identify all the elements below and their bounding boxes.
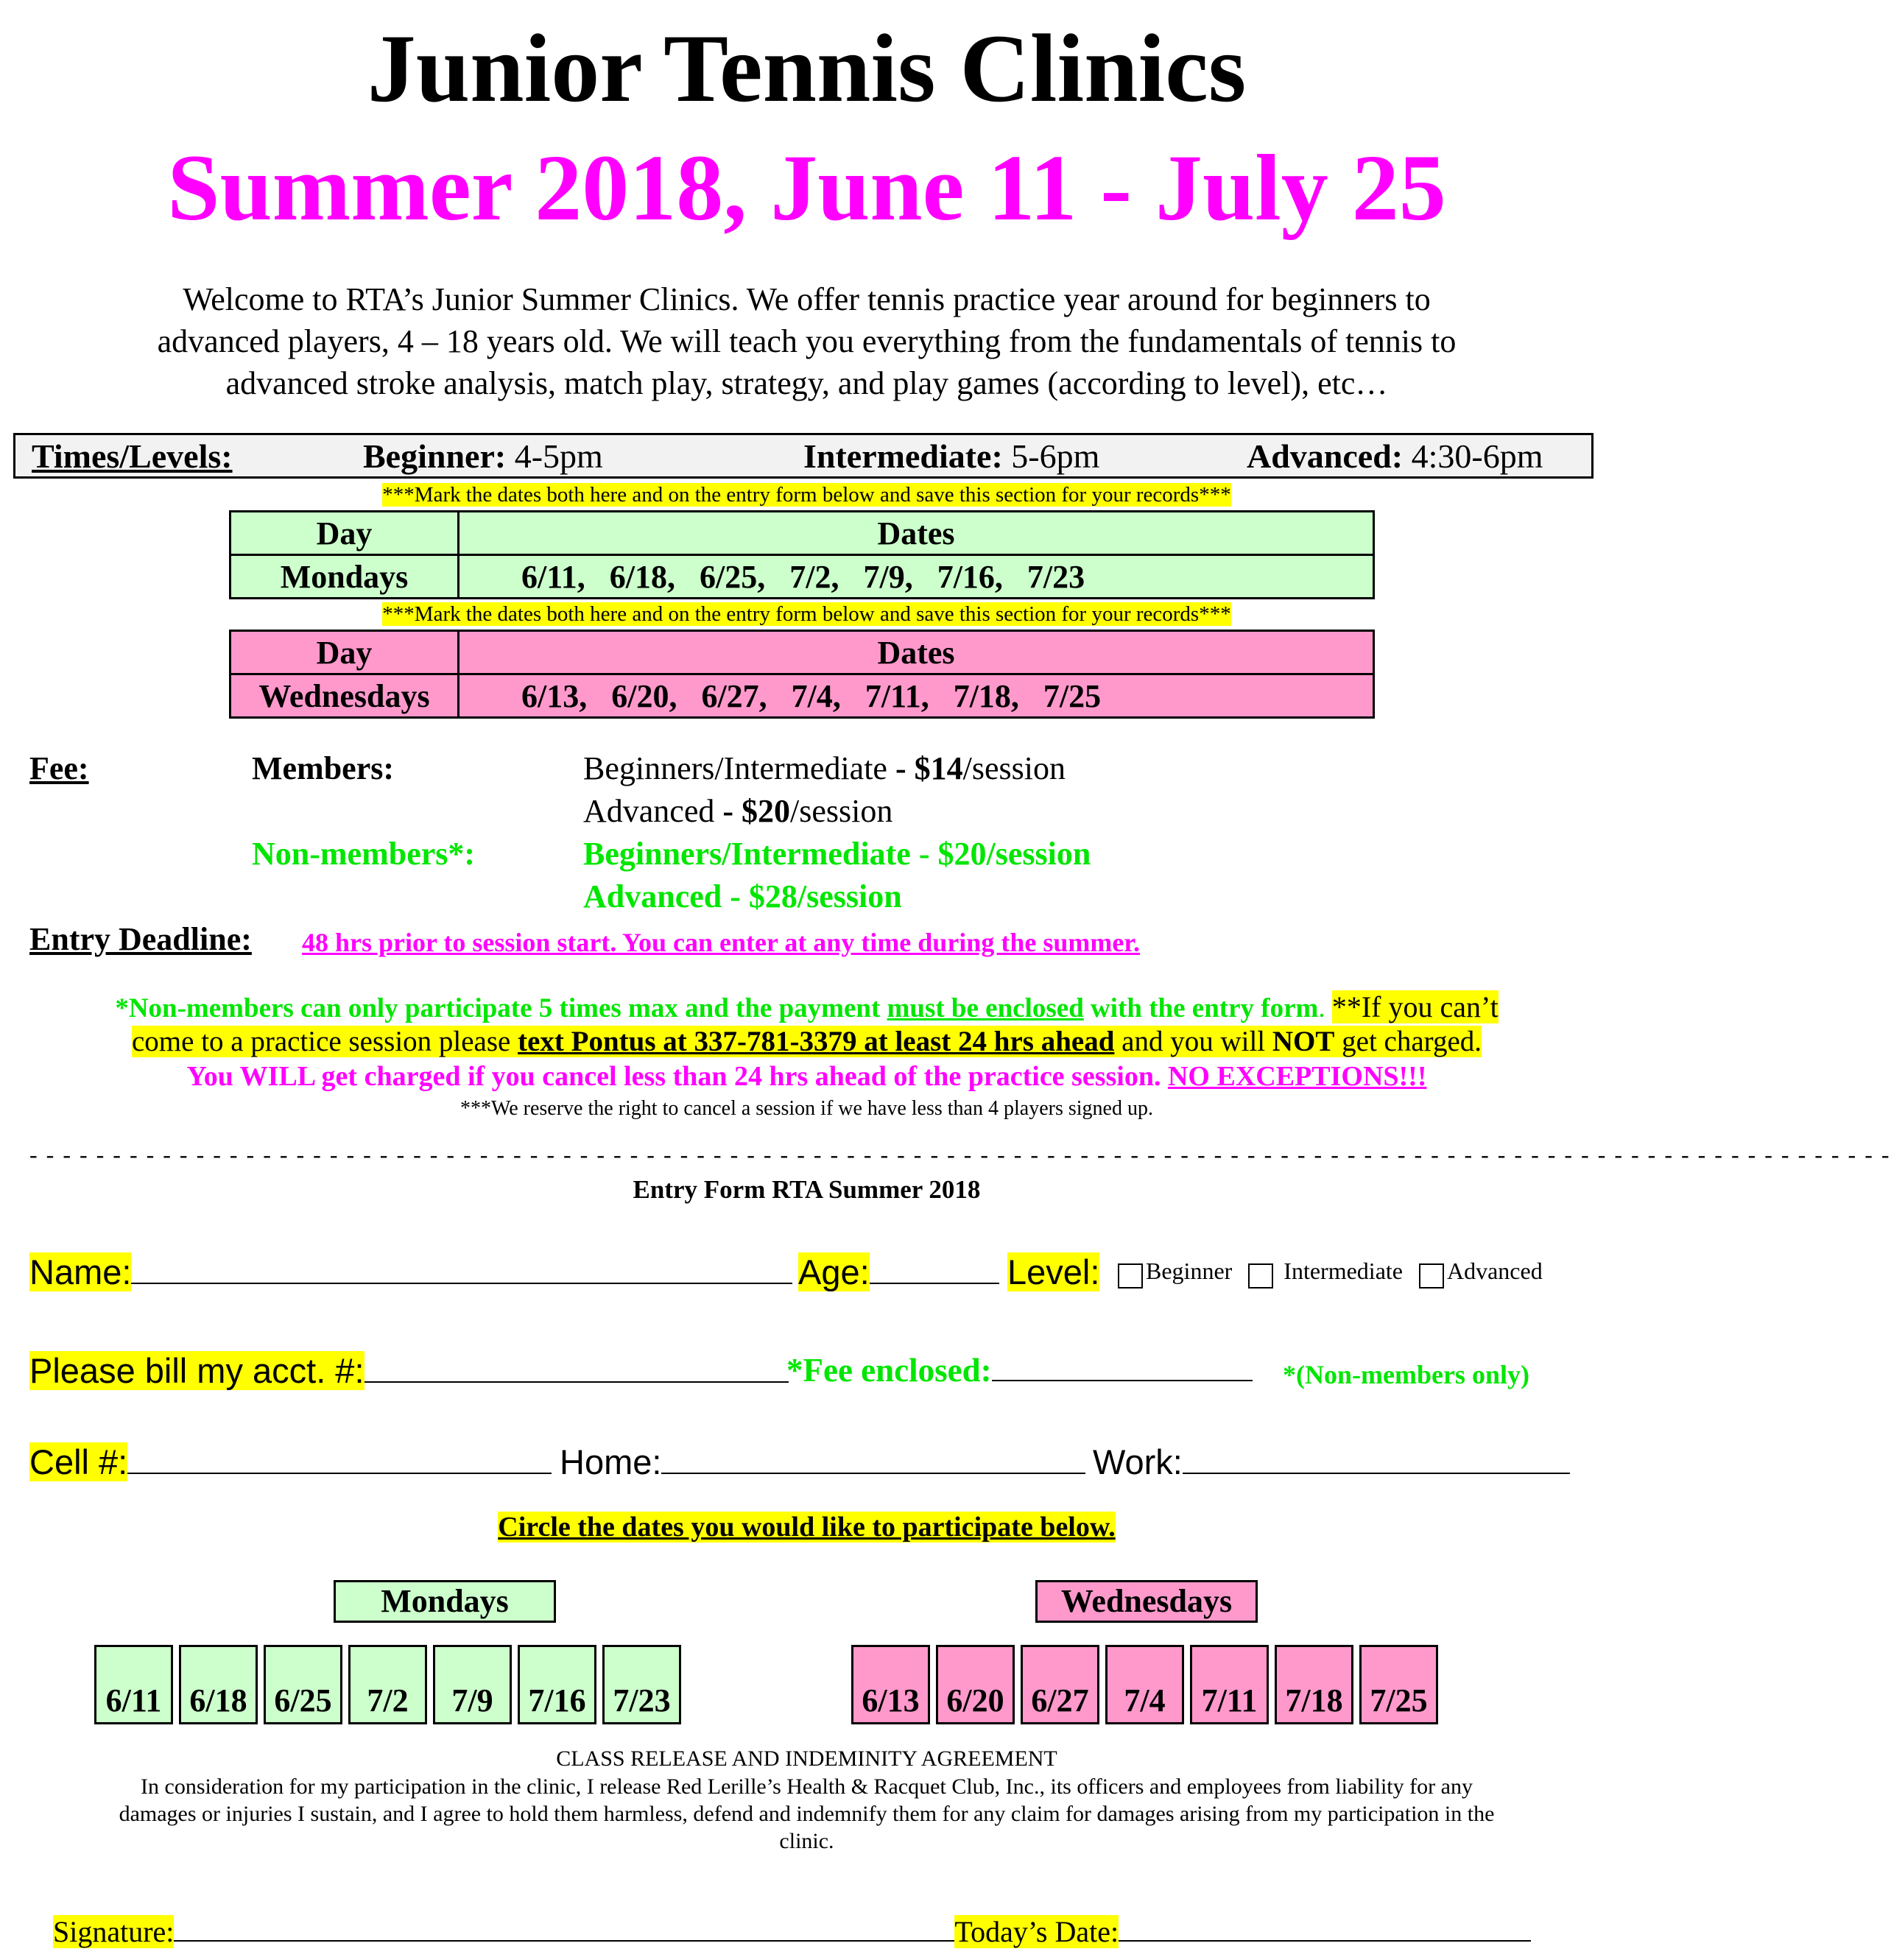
- name-label: Name:: [29, 1252, 132, 1291]
- checkbox-label: Intermediate: [1283, 1258, 1403, 1284]
- monday-date-box-7-9[interactable]: 7/9: [433, 1645, 512, 1724]
- monday-date-box-6-25[interactable]: 6/25: [264, 1645, 342, 1724]
- intermediate-checkbox[interactable]: [1248, 1263, 1273, 1289]
- signature-row: [53, 1914, 1531, 1949]
- home-field[interactable]: [661, 1443, 1085, 1474]
- table-header-day: Day: [230, 631, 459, 674]
- times-levels-box: [13, 433, 1594, 479]
- age-field[interactable]: [870, 1253, 999, 1284]
- wednesday-schedule-table: [229, 630, 1375, 719]
- intro-paragraph: [44, 278, 1569, 404]
- rules-line: *Non-members can only participate 5 times max and the payment must be enclosed with the entry form. **If you can’t: [115, 990, 1499, 1023]
- fee-enclosed-field[interactable]: [992, 1350, 1253, 1381]
- wednesday-date-box-7-11[interactable]: 7/11: [1190, 1645, 1269, 1724]
- monday-date-box-7-16[interactable]: 7/16: [518, 1645, 596, 1724]
- wednesday-date-box-6-27[interactable]: 6/27: [1021, 1645, 1099, 1724]
- level-options: [1118, 1258, 1543, 1289]
- monday-date-box-7-23[interactable]: 7/23: [602, 1645, 681, 1724]
- nonmembers-fee-line: Beginners/Intermediate - $20/session: [583, 836, 1091, 872]
- wednesday-date-box-6-13[interactable]: 6/13: [851, 1645, 930, 1724]
- members-fee-line: Beginners/Intermediate - $14/session: [583, 750, 1066, 786]
- advanced-time: Advanced: 4:30-6pm: [1247, 437, 1543, 475]
- records-note: ***Mark the dates both here and on the entry form below and save this section for your records***: [382, 602, 1231, 626]
- records-note: ***Mark the dates both here and on the entry form below and save this section for your records***: [382, 483, 1231, 507]
- intro-line: advanced stroke analysis, match play, strategy, and play games (according to level), etc…: [225, 365, 1388, 401]
- entry-form-title: Entry Form RTA Summer 2018: [633, 1175, 981, 1204]
- wednesdays-header: Wednesdays: [1035, 1580, 1258, 1623]
- monday-date-box-7-2[interactable]: 7/2: [348, 1645, 427, 1724]
- monday-dates-cell: 6/11, 6/18, 6/25, 7/2, 7/9, 7/16, 7/23: [459, 555, 1374, 599]
- agreement-text: In consideration for my participation in the clinic, I release Red Lerille’s Health & Racquet Club, Inc., its officers and employees from liability for any damages or injuries I sustain, and I agree to hold them harmless, defend and indemnify them for any claim for damages arising from my participation in the clinic.: [119, 1774, 1495, 1853]
- mondays-header: Mondays: [334, 1580, 556, 1623]
- wednesday-date-box-7-4[interactable]: 7/4: [1105, 1645, 1184, 1724]
- home-label: Home:: [560, 1442, 662, 1481]
- signature-field[interactable]: [174, 1915, 954, 1942]
- checkbox-label: Beginner: [1146, 1258, 1233, 1284]
- age-row: [798, 1252, 999, 1292]
- level-label: Level:: [1007, 1252, 1100, 1291]
- page-title: Junior Tennis Clinics: [367, 14, 1247, 122]
- table-header-dates: Dates: [459, 631, 1374, 674]
- circle-instruction: Circle the dates you would like to participate below.: [498, 1512, 1116, 1543]
- work-field[interactable]: [1183, 1443, 1570, 1474]
- cell-field[interactable]: [127, 1443, 552, 1474]
- nonmembers-label: Non-members*:: [252, 836, 476, 872]
- monday-day-cell: Mondays: [230, 555, 459, 599]
- bill-label: Please bill my acct. #:: [29, 1351, 365, 1390]
- table-header-dates: Dates: [459, 512, 1374, 555]
- signature-label: Signature:: [53, 1915, 175, 1948]
- home-row: [560, 1442, 1085, 1482]
- date-field[interactable]: [1119, 1915, 1531, 1942]
- deadline-text: 48 hrs prior to session start. You can enter at any time during the summer.: [302, 928, 1140, 957]
- phone-row: [29, 1442, 552, 1482]
- intermediate-time: Intermediate: 5-6pm: [803, 437, 1100, 475]
- page-subtitle: Summer 2018, June 11 - July 25: [167, 135, 1446, 240]
- beginner-checkbox[interactable]: [1118, 1263, 1143, 1289]
- work-label: Work:: [1093, 1442, 1183, 1481]
- advanced-checkbox[interactable]: [1419, 1263, 1444, 1289]
- name-row: [29, 1252, 792, 1292]
- fee-enclosed-label: *Fee enclosed:: [786, 1352, 992, 1389]
- beginner-time: Beginner: 4-5pm: [363, 437, 603, 475]
- checkbox-label: Advanced: [1446, 1258, 1543, 1284]
- intro-line: advanced players, 4 – 18 years old. We will teach you everything from the fundamentals of tennis to: [157, 323, 1457, 359]
- wednesday-date-box-6-20[interactable]: 6/20: [936, 1645, 1015, 1724]
- work-row: [1093, 1442, 1570, 1482]
- wednesday-dates-cell: 6/13, 6/20, 6/27, 7/4, 7/11, 7/18, 7/25: [459, 674, 1374, 718]
- fee-enclosed-row: [786, 1350, 1253, 1389]
- nonmembers-only-note: *(Non-members only): [1283, 1360, 1529, 1389]
- level-row: [1007, 1252, 1099, 1292]
- members-label: Members:: [252, 750, 395, 786]
- fee-label: Fee:: [29, 750, 89, 786]
- deadline-label: Entry Deadline:: [29, 921, 252, 957]
- bill-row: [29, 1350, 789, 1391]
- members-fee-line: Advanced - $20/session: [583, 793, 893, 829]
- date-label: Today’s Date:: [954, 1915, 1119, 1948]
- cell-label: Cell #:: [29, 1442, 128, 1481]
- times-label: Times/Levels:: [32, 437, 233, 475]
- table-header-day: Day: [230, 512, 459, 555]
- cancel-note: ***We reserve the right to cancel a session if we have less than 4 players signed up.: [460, 1097, 1153, 1120]
- monday-date-box-6-11[interactable]: 6/11: [94, 1645, 173, 1724]
- wednesday-day-cell: Wednesdays: [230, 674, 459, 718]
- account-number-field[interactable]: [365, 1352, 789, 1383]
- wednesday-date-box-7-25[interactable]: 7/25: [1359, 1645, 1438, 1724]
- wednesday-date-box-7-18[interactable]: 7/18: [1275, 1645, 1353, 1724]
- age-label: Age:: [798, 1252, 870, 1291]
- rules-line: come to a practice session please text Pontus at 337-781-3379 at least 24 hrs ahead and you will NOT get charged.: [131, 1026, 1482, 1057]
- name-field[interactable]: [131, 1253, 792, 1284]
- nonmembers-fee-line: Advanced - $28/session: [583, 878, 902, 914]
- agreement-title: CLASS RELEASE AND INDEMINITY AGREEMENT: [556, 1746, 1057, 1771]
- rules-line: You WILL get charged if you cancel less than 24 hrs ahead of the practice session. NO EXCEPTIONS!!!: [186, 1061, 1427, 1092]
- monday-schedule-table: [229, 510, 1375, 599]
- cut-line-divider: - - - - - - - - - - - - - - - - - - - - - - - - - - - - - - - - - - - - - - - - - - - - - - - - - - - - - - - - - - - - - - - - - - - - - - - - - - - - - - - - - - - - - - - - - - - - - - - - - - - - - - - - - - - - - - - -: [29, 1141, 1891, 1168]
- intro-line: Welcome to RTA’s Junior Summer Clinics. We offer tennis practice year around for beginners to: [183, 281, 1431, 317]
- monday-date-box-6-18[interactable]: 6/18: [179, 1645, 258, 1724]
